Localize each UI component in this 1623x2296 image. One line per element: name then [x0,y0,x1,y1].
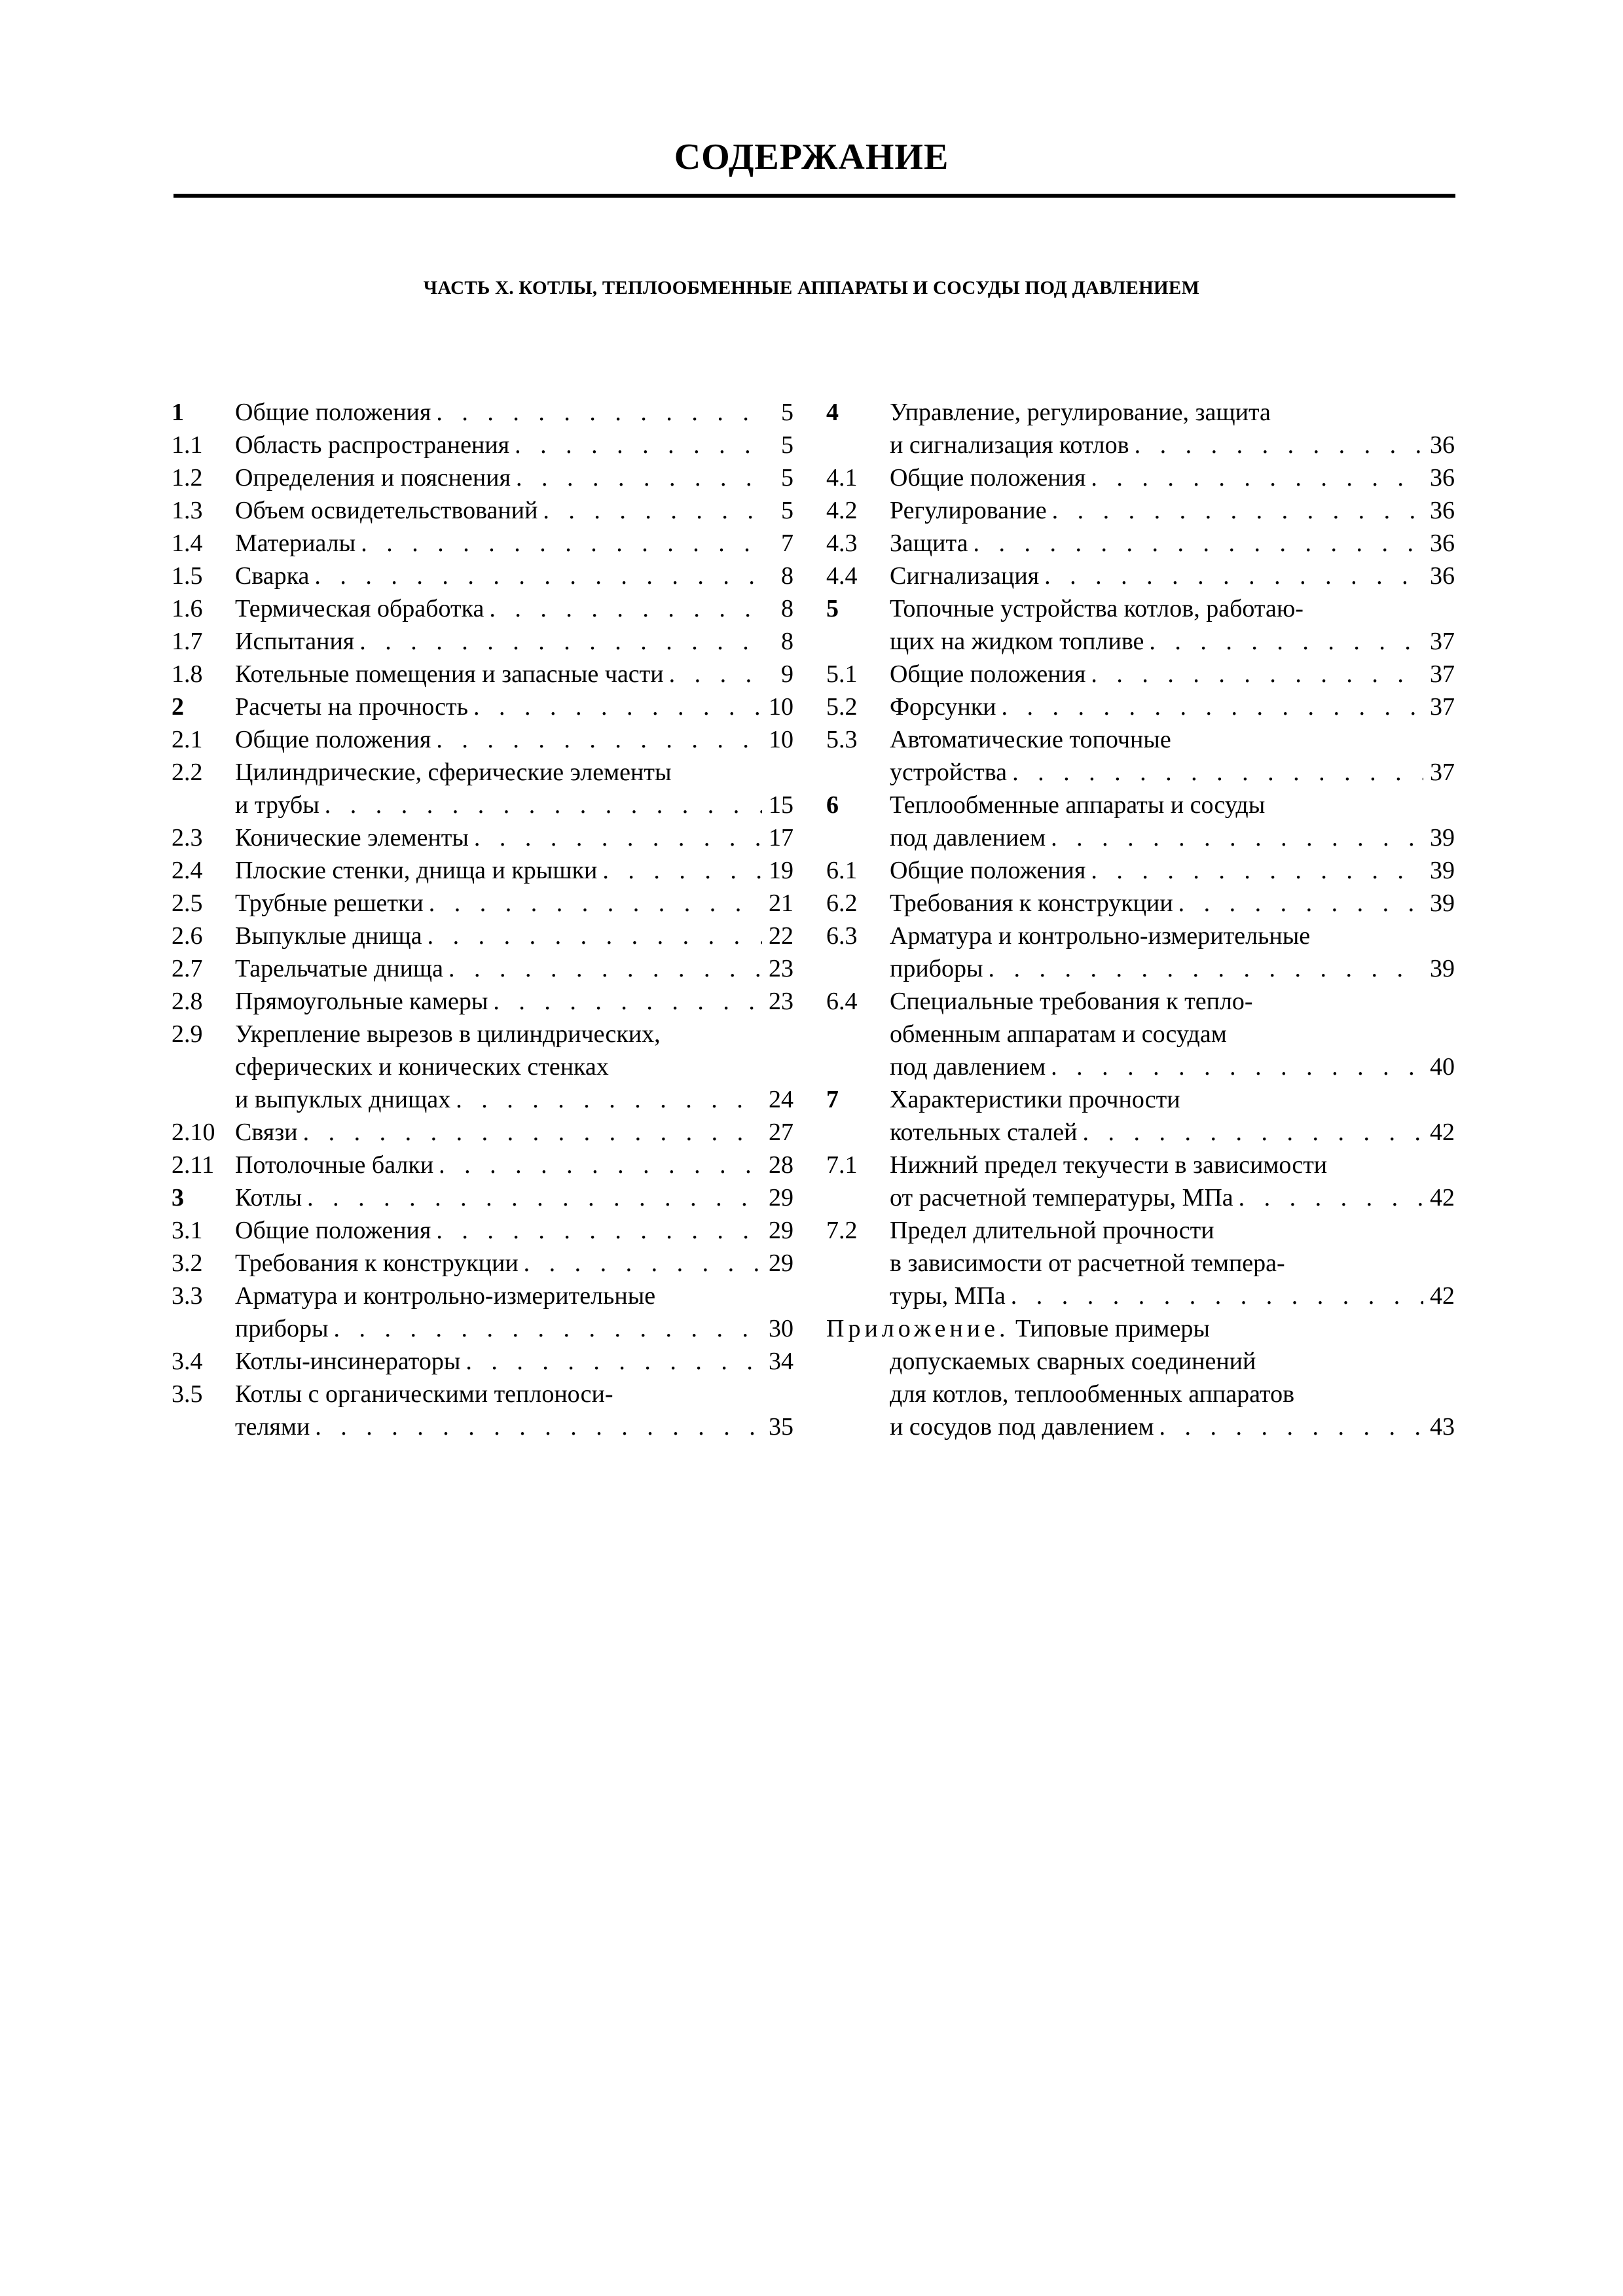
toc-entry-line: Управление, регулирование, защита [890,399,1271,426]
toc-entry [172,1247,793,1280]
toc-entry-number: 2.3 [172,824,203,852]
toc-entry-number: 4.2 [826,497,858,524]
toc-entry [826,1083,1455,1149]
dot-leader [310,1410,762,1443]
toc-entry-number: 3.3 [172,1282,203,1310]
toc-entry [172,461,793,494]
toc-entry [172,1214,793,1247]
toc-entry-number: 1.2 [172,464,203,492]
dot-leader [460,1345,762,1378]
toc-entry-number: 6.4 [826,988,858,1015]
toc-page-number: 10 [769,726,793,753]
toc-entry-number: 4.3 [826,529,858,557]
toc-entry-title: Общие положения [890,857,1086,884]
appendix-label: Приложение. [826,1315,1010,1342]
toc-entry-title: Область распространения [235,431,510,459]
toc-entry-body [235,920,793,952]
toc-entry-line: Специальные требования к тепло- [890,988,1253,1015]
toc-entry-body [890,789,1455,854]
dot-leader [1046,821,1423,854]
toc-entry-number: 7.1 [826,1151,858,1179]
toc-page-number: 22 [769,922,793,950]
toc-page-number: 5 [781,399,793,426]
toc-entry-body [235,756,793,821]
toc-entry-title: приборы [235,1315,329,1342]
toc-page-number: 27 [769,1119,793,1146]
toc-entry-title: Требования к конструкции [890,889,1173,917]
toc-page-number: 23 [769,988,793,1015]
toc-entry-title: Общие положения [235,1217,431,1244]
toc-entry-title: Связи [235,1119,298,1146]
toc-page-number: 40 [1430,1053,1455,1081]
toc-entry-title: Трубные решетки [235,889,424,917]
toc-entry-body [235,691,793,723]
toc-entry-number: 2.8 [172,988,203,1015]
toc-page-number: 23 [769,955,793,982]
toc-entry-title: устройства [890,759,1008,786]
dot-leader [519,1247,762,1280]
toc-page-number: 29 [769,1217,793,1244]
toc-entry-body [235,887,793,920]
dot-leader [664,658,762,691]
toc-entry-line: Цилиндрические, сферические элементы [235,759,672,786]
part-heading: ЧАСТЬ X. КОТЛЫ, ТЕПЛООБМЕННЫЕ АППАРАТЫ И СОСУДЫ ПОД ДАВЛЕНИЕМ [423,278,1200,298]
toc-entry-line: в зависимости от расчетной темпера- [890,1249,1285,1277]
toc-page-number: 36 [1430,431,1455,459]
toc-entry-body [890,985,1455,1083]
toc-entry [826,592,1455,658]
toc-entry [172,1345,793,1378]
toc-page-number: 8 [781,628,793,655]
dot-leader [488,985,762,1018]
toc-entry-body [235,625,793,658]
toc-entry-body [235,396,793,429]
dot-leader [1047,494,1423,527]
toc-page-number: 30 [769,1315,793,1342]
toc-left-column [172,396,793,1443]
toc-page-number: 37 [1430,660,1455,688]
toc-entry [172,527,793,560]
toc-entry-line: Автоматические топочные [890,726,1171,753]
appendix-first-line: Типовые примеры [1015,1315,1210,1342]
appendix-last-line: и сосудов под давлением [890,1413,1154,1441]
toc-page-number: 37 [1430,759,1455,786]
toc-entry [172,494,793,527]
toc-entry-number: 2.7 [172,955,203,982]
toc-entry-title: туры, МПа [890,1282,1006,1310]
toc-entry-body [890,396,1455,461]
toc-page-number: 5 [781,497,793,524]
toc-page-number: 39 [1430,955,1455,982]
toc-entry [172,396,793,429]
toc-page-number: 8 [781,562,793,590]
toc-entry-line: Укрепление вырезов в цилиндрических, [235,1020,661,1048]
toc-entry [826,985,1455,1083]
toc-entry-line: Топочные устройства котлов, работаю- [890,595,1304,622]
toc-entry-body [235,461,793,494]
toc-page-number: 39 [1430,889,1455,917]
toc-entry-title: Защита [890,529,968,557]
toc-entry [172,1018,793,1116]
toc-entry-line: Арматура и контрольно-измерительные [890,922,1311,950]
toc-entry-title: Испытания [235,628,355,655]
dot-leader [1085,461,1423,494]
toc-entry-number: 4.1 [826,464,858,492]
toc-entry [172,429,793,461]
appendix-line: допускаемых сварных соединений [890,1348,1256,1375]
toc-entry [172,952,793,985]
dot-leader [983,952,1423,985]
toc-entry [172,854,793,887]
toc-entry [826,789,1455,854]
dot-leader [354,625,762,658]
toc-entry-line: Теплообменные аппараты и сосуды [890,791,1266,819]
dot-leader [319,789,762,821]
dot-leader [1039,560,1423,592]
toc-entry-number: 3.1 [172,1217,203,1244]
dot-leader [450,1083,762,1116]
toc-entry-body [235,658,793,691]
toc-entry [826,691,1455,723]
toc-page-number: 37 [1430,628,1455,655]
dot-leader [309,560,762,592]
toc-page-number: 39 [1430,824,1455,852]
toc-entry [172,1149,793,1181]
toc-entry-title: Требования к конструкции [235,1249,519,1277]
dot-leader [996,691,1423,723]
toc-entry-body [235,821,793,854]
toc-entry [826,494,1455,527]
toc-entry-number: 1.3 [172,497,203,524]
toc-entry-body [235,592,793,625]
dot-leader [511,461,762,494]
toc-entry-body [235,527,793,560]
toc-entry-number: 2 [172,693,184,721]
dot-leader [1085,658,1423,691]
toc-page-number: 35 [769,1413,793,1441]
dot-leader [431,1214,762,1247]
toc-entry-body [235,1280,793,1345]
toc-entry-body [235,1214,793,1247]
toc-page-number: 39 [1430,857,1455,884]
toc-entry-title: Общие положения [890,464,1086,492]
toc-entry-body [890,723,1455,789]
toc-entry-title: Плоские стенки, днища и крышки [235,857,598,884]
toc-page-number: 29 [769,1249,793,1277]
dot-leader [1007,756,1423,789]
toc-entry-number: 2.4 [172,857,203,884]
title-rule [173,194,1455,198]
toc-entry-number: 2.11 [172,1151,215,1179]
toc-entry [172,920,793,952]
toc-entry-title: под давлением [890,1053,1046,1081]
toc-right-column [826,396,1455,1443]
toc-entry-title: Термическая обработка [235,595,484,622]
toc-entry [172,756,793,821]
toc-entry-number: 2.6 [172,922,203,950]
dot-leader [443,952,762,985]
toc-entry-number: 3.4 [172,1348,203,1375]
toc-entry-title: и трубы [235,791,319,819]
dot-leader [298,1116,762,1149]
dot-leader [484,592,762,625]
toc-page-number: 5 [781,431,793,459]
toc-entry [826,723,1455,789]
page-title: СОДЕРЖАНИЕ [674,137,949,177]
dot-leader [1129,429,1423,461]
toc-entry-title: Определения и пояснения [235,464,511,492]
toc-entry-number: 1.7 [172,628,203,655]
toc-entry [172,985,793,1018]
toc-page-number: 36 [1430,562,1455,590]
toc-entry-number: 5 [826,595,839,622]
toc-entry-number: 7 [826,1086,839,1113]
toc-entry [826,887,1455,920]
toc-entry-number: 5.1 [826,660,858,688]
toc-entry-line: Котлы с органическими теплоноси- [235,1380,613,1408]
toc-entry-line: обменным аппаратам и сосудам [890,1020,1227,1048]
toc-entry-title: Выпуклые днища [235,922,422,950]
toc-entry-number: 1.8 [172,660,203,688]
toc-entry-body [890,560,1455,592]
toc-entry-body [235,429,793,461]
appendix-line: для котлов, теплообменных аппаратов [890,1380,1295,1408]
toc-entry-number: 2.9 [172,1020,203,1048]
toc-page-number: 10 [769,693,793,721]
toc-entry-number: 6 [826,791,839,819]
toc-entry-body [890,854,1455,887]
toc-entry-body [235,494,793,527]
toc-entry-number: 1 [172,399,184,426]
dot-leader [431,396,762,429]
toc-entry-body [890,691,1455,723]
toc-entry-number: 1.4 [172,529,203,557]
toc-entry [172,723,793,756]
toc-entry-title: приборы [890,955,983,982]
toc-entry-title: щих на жидком топливе [890,628,1144,655]
toc-entry-title: под давлением [890,824,1046,852]
dot-leader [302,1181,762,1214]
dot-leader [1233,1181,1423,1214]
toc-entry [172,1116,793,1149]
toc-page-number: 36 [1430,464,1455,492]
toc-right-entries [826,396,1455,1312]
toc-page-number: 36 [1430,497,1455,524]
dot-leader [1046,1050,1423,1083]
toc-entry [172,691,793,723]
toc-entry-number: 2.10 [172,1119,215,1146]
dot-leader [356,527,762,560]
dot-leader [422,920,762,952]
toc-entry-title: Котельные помещения и запасные части [235,660,664,688]
toc-entry-number: 3 [172,1184,184,1211]
toc-entry-body [890,1214,1455,1312]
toc-page-number: 37 [1430,693,1455,721]
toc-entry-title: Объем освидетельствований [235,497,538,524]
toc-entry-body [235,1018,793,1116]
toc-entry-body [890,1149,1455,1214]
toc-entry-number: 1.5 [172,562,203,590]
dot-leader [968,527,1423,560]
toc-page-number: 34 [769,1348,793,1375]
toc-entry-body [890,592,1455,658]
toc-entry-body [890,461,1455,494]
toc-entry [172,658,793,691]
toc-appendix [826,1312,1455,1443]
toc-entry-body [235,1149,793,1181]
dot-leader [1144,625,1423,658]
toc-entry-title: Расчеты на прочность [235,693,468,721]
toc-entry-title: Тарельчатые днища [235,955,444,982]
dot-leader [469,821,762,854]
toc-entry [172,625,793,658]
toc-entry-title: и выпуклых днищах [235,1086,451,1113]
toc-entry [172,821,793,854]
toc-entry-number: 1.6 [172,595,203,622]
toc-entry-title: Сигнализация [890,562,1040,590]
toc-page-number: 28 [769,1151,793,1179]
toc-entry-title: Форсунки [890,693,996,721]
dot-leader [424,887,762,920]
toc-entry-title: Прямоугольные камеры [235,988,488,1015]
dot-leader [431,723,762,756]
toc-entry-title: Котлы [235,1184,302,1211]
toc-entry-body [890,658,1455,691]
toc-entry-number: 6.2 [826,889,858,917]
toc-page-number: 42 [1430,1184,1455,1211]
toc-entry-line: сферических и конических стенках [235,1053,609,1081]
toc-page-number: 15 [769,791,793,819]
toc-entry-number: 5.2 [826,693,858,721]
toc-entry-body [235,1378,793,1443]
toc-entry-line: Предел длительной прочности [890,1217,1214,1244]
toc-entry [172,1280,793,1345]
dot-leader [1006,1280,1423,1312]
toc-entry-title: котельных сталей [890,1119,1078,1146]
toc-entry-number: 2.5 [172,889,203,917]
toc-page-number: 36 [1430,529,1455,557]
toc-entry-body [235,1116,793,1149]
toc-entry-number: 3.2 [172,1249,203,1277]
toc-entry-body [890,494,1455,527]
toc-entry-body [890,887,1455,920]
toc-entry-body [235,1181,793,1214]
toc-entry [172,1378,793,1443]
toc-entry [826,396,1455,461]
toc-entry [826,658,1455,691]
toc-entry-number: 6.3 [826,922,858,950]
toc-entry-line: Нижний предел текучести в зависимости [890,1151,1328,1179]
dot-leader [538,494,762,527]
toc-entry-number: 5.3 [826,726,858,753]
toc-entry-number: 2.1 [172,726,203,753]
toc-entry-line: Арматура и контрольно-измерительные [235,1282,656,1310]
toc-entry-title: Материалы [235,529,356,557]
toc-entry-number: 1.1 [172,431,203,459]
toc-page-number: 17 [769,824,793,852]
toc-entry-number: 4.4 [826,562,858,590]
toc-entry-body [235,723,793,756]
toc-entry-number: 2.2 [172,759,203,786]
toc-page-number: 42 [1430,1119,1455,1146]
toc-entry-body [235,1345,793,1378]
toc-page-number: 7 [781,529,793,557]
toc-entry-title: Регулирование [890,497,1047,524]
dot-leader [329,1312,762,1345]
toc-page-number: 21 [769,889,793,917]
toc-entry-number: 7.2 [826,1217,858,1244]
dot-leader [509,429,762,461]
toc-entry-line: Характеристики прочности [890,1086,1180,1113]
toc-page-number: 19 [769,857,793,884]
toc-page-number: 9 [781,660,793,688]
toc-entry-title: Потолочные балки [235,1151,434,1179]
toc-entry-title: от расчетной температуры, МПа [890,1184,1233,1211]
dot-leader [1085,854,1423,887]
toc-entry [826,527,1455,560]
toc-entry-body [890,527,1455,560]
toc-entry-title: Общие положения [235,399,431,426]
toc-entry-body [890,920,1455,985]
toc-entry-body [235,560,793,592]
dot-leader [468,691,762,723]
toc-entry-number: 4 [826,399,839,426]
toc-entry-body [235,854,793,887]
dot-leader [1077,1116,1423,1149]
toc-entry-body [235,985,793,1018]
toc-entry [826,461,1455,494]
dot-leader [597,854,762,887]
appendix-page-number: 43 [1430,1413,1455,1441]
toc-page-number: 24 [769,1086,793,1113]
dot-leader [1154,1410,1423,1443]
toc-entry [172,887,793,920]
toc-entry-title: Сварка [235,562,310,590]
toc-entry [826,854,1455,887]
toc-page-number: 5 [781,464,793,492]
toc-page-number: 29 [769,1184,793,1211]
toc-entry-title: телями [235,1413,310,1441]
toc-entry-title: Общие положения [235,726,431,753]
toc-entry-number: 3.5 [172,1380,203,1408]
toc-entry-number: 6.1 [826,857,858,884]
toc-entry-title: Общие положения [890,660,1086,688]
dot-leader [433,1149,762,1181]
toc-entry [172,560,793,592]
toc-entry-body [235,952,793,985]
dot-leader [1173,887,1423,920]
toc-page-number: 8 [781,595,793,622]
toc-entry [172,1181,793,1214]
toc-page-number: 42 [1430,1282,1455,1310]
toc-entry-title: Конические элементы [235,824,469,852]
toc-entry [826,1214,1455,1312]
toc-entry [826,920,1455,985]
toc-entry [172,592,793,625]
toc-entry [826,1149,1455,1214]
toc-entry-title: и сигнализация котлов [890,431,1129,459]
toc-entry-title: Котлы-инсинераторы [235,1348,461,1375]
toc-entry-body [890,1083,1455,1149]
toc-entry [826,560,1455,592]
toc-entry-body [235,1247,793,1280]
